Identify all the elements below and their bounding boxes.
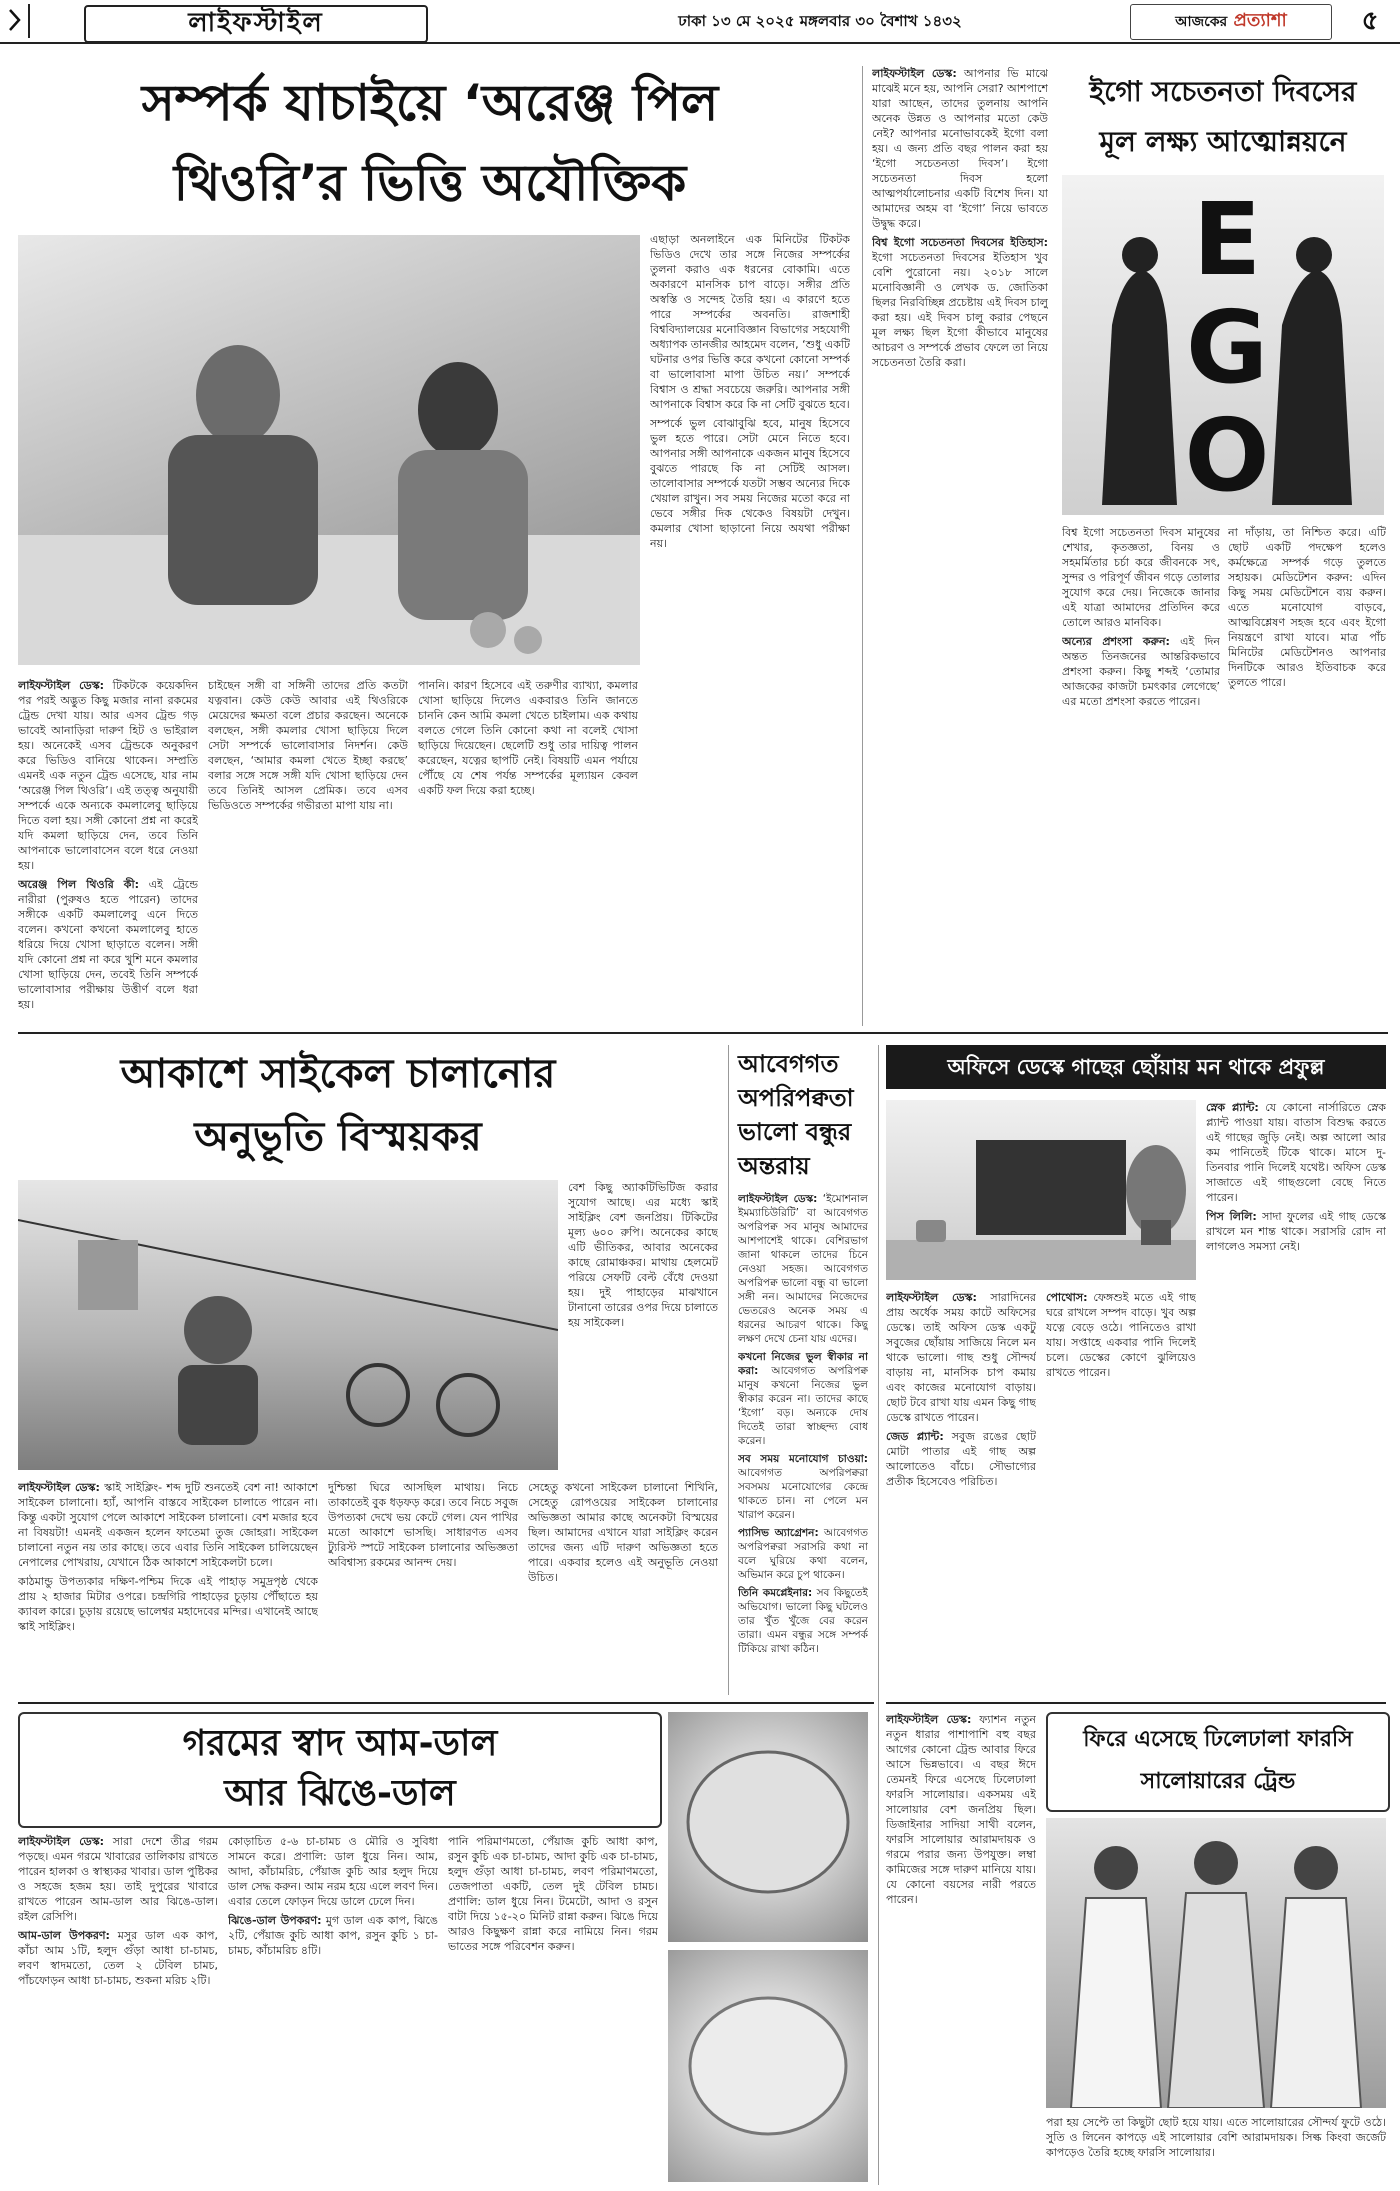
salwar-body: ফ্যাশন নতুন নতুন ধারার পাশাপাশি বহু বছর আগের কোনো ট্রেন্ড আবার ফিরে আসে ভিন্নভাবে। এ বছর ঈদে তেমনই ফিরে এসেছে ঢিলেঢালা ফারসি সালোয়ার। একসময় এই সালোয়ার বেশ জনপ্রিয় ছিল। ডিজাইনার সাদিয়া সাথী বলেন, ফারসি সালোয়ার আরামদায়ক ও গরমে পরার জন্য উপযুক্ত। লম্বা কামিজের সঙ্গে দারুণ মানিয়ে যায়। যে কোনো বয়সের নারী পরতে পারেন। xyxy=(886,1713,1036,1906)
ego-column-2 xyxy=(1062,525,1220,1025)
column-rule xyxy=(862,66,863,1026)
office-sub-1: জেড প্ল্যান্ট: xyxy=(886,1430,944,1443)
office-banner: অফিসে ডেস্কে গাছের ছোঁয়ায় মন থাকে প্রফুল্ল xyxy=(886,1045,1386,1089)
ego-dateline: লাইফস্টাইল ডেস্ক: xyxy=(872,67,957,80)
salwar-headline-2: সালোয়ারের ট্রেন্ড xyxy=(1140,1769,1296,1794)
cycle-col3-text: দুশ্চিন্তা ঘিরে আসছিল মাথায়। নিচে তাকাতেই বুক ধড়ফড় করে। তবে নিচে সবুজ উপত্যকা দেখে ভয় কেটে গেল। যেন পাখির মতো আকাশে ভাসছি। সাধারণত এসব ট্যুরিস্ট স্পটে সাইকেল চালানোর অভিজ্ঞতা অবিশ্বাস্য রকমের আনন্দ দেয়। xyxy=(328,1481,518,1569)
emotion-sub-4: তিনি কমপ্লেইনার: xyxy=(738,1587,813,1599)
lead-col1b-text: এই ট্রেন্ডে নারীরা (পুরুষও হতে পারেন) তাদের সঙ্গীকে একটি কমলালেবু এনে দিতে বলেন। কখনো কখনো কমলালেবু হাতে ধরিয়ে দিয়ে খোসা ছাড়াতে বলেন। সঙ্গী যদি কোনো প্রশ্ন না করে খুশি মনে কমলার খোসা ছাড়িয়ে দেন, তবেই তিনি সম্পর্কে ভালোবাসার পরীক্ষায় উত্তীর্ণ বলে ধরা হয়। xyxy=(18,878,198,1011)
mango-col1-text: সারা দেশে তীব্র গরম পড়ছে। এমন গরমে খাবারের তালিকায় রাখতে পারেন হালকা ও স্বাস্থ্যকর খাবার। ডাল পুষ্টিকর ও সহজে হজম হয়। তাই দুপুরের খাবারে রাখতে পারেন আম-ডাল আর ঝিঙে-ডাল। রইল রেসিপি। xyxy=(18,1835,218,1923)
lead-dateline: লাইফস্টাইল ডেস্ক: xyxy=(18,679,105,692)
mango-column-1 xyxy=(18,1834,218,2184)
emotion-dateline: লাইফস্টাইল ডেস্ক: xyxy=(738,1193,818,1205)
ego-col1b-text: ইগো সচেতনতা দিবসের ইতিহাস খুব বেশি পুরোনো নয়। ২০১৮ সালে মনোবিজ্ঞানী ও লেখক ড. জোতিকা ছিলর নিরবিচ্ছিন্ন প্রচেষ্টায় এই দিবস চালু করা হয়। এই দিবস চালু করার পেছনে মূল লক্ষ্য ছিল ইগো কীভাবে মানুষের আচরণ ও সম্পর্কে প্রভাব ফেলে তা নিয়ে সচেতনতা তৈরি করা। xyxy=(872,251,1048,369)
emotion-headline-2: অপরিপক্বতা xyxy=(738,1084,854,1112)
mango-sub-1: আম-ডাল উপকরণ: xyxy=(18,1929,110,1942)
office-col1-text: সারাদিনের প্রায় অর্ধেক সময় কাটে অফিসের ডেস্কে। তাই অফিস ডেস্ক একটু সবুজের ছোঁয়ায় সাজিয়ে নিলে মন থাকে ভালো। গাছ শুধু সৌন্দর্য বাড়ায় না, মানসিক চাপ কমায় এবং কাজের মনোযোগ বাড়ায়। ছোট টবে রাখা যায় এমন কিছু গাছ ডেস্কে রাখতে পারেন। xyxy=(886,1291,1036,1424)
emotion-body-1: আবেগগত অপরিপক্ব মানুষ কখনো নিজের ভুল স্বীকার করেন না। তাদের কাছে ‘ইগো’ বড়। অন্যকে দোষ দিতেই তারা স্বাচ্ছন্দ্য বোধ করেন। xyxy=(738,1365,868,1447)
mango-headline-1: গরমের স্বাদ আম-ডাল xyxy=(182,1723,498,1764)
ego-sub-heading-2: অন্যের প্রশংসা করুন: xyxy=(1062,635,1170,648)
ego-col1-text: আপনার ভি মাঝে মাঝেই মনে হয়, আপনি সেরা? আশপাশে যারা আছেন, তাদের তুলনায় আপনি অনেক উন্নত ও আপনার মতো কেউ নেই? আপনার মনোভাবকেই ইগো বলা হয়। এ জন্য প্রতি বছর পালন করা হয় ‘ইগো সচেতনতা দিবস’। ইগো সচেতনতা দিবস হলো আত্মপর্যালোচনার একটি বিশেষ দিন। যা আমাদের অহম বা ‘ইগো’ নিয়ে ভাবতে উদ্বুদ্ধ করে। xyxy=(872,67,1048,230)
office-sub-2: পোথোস: xyxy=(1046,1291,1088,1304)
office-col3b-text: সাদা ফুলের এই গাছ ডেস্কে রাখলে মন শান্ত থাকে। সরাসরি রোদ না লাগলেও সমস্যা নেই। xyxy=(1206,1210,1386,1253)
lead-col5-text: সম্পর্কে ভুল বোঝাবুঝি হবে, মানুষ হিসেবে ভুল হতে পারে। সেটা মেনে নিতে হবে। আপনার সঙ্গী আপনাকে একজন মানুষ হিসেবে বুঝতে পারছে কি না সেটিই আসল। তালোবাসার সম্পর্কে যতটা সম্ভব অন্যের দিকে খেয়াল রাখুন। সব সময় নিজের মতো করে না ভেবে সঙ্গীর দিক থেকেও বিষয়টা দেখুন। কমলার খোসা ছাড়ানো নিয়ে অযথা পরীক্ষা নয়। xyxy=(650,417,850,550)
mango-column-2 xyxy=(228,1834,438,2184)
lead-col4-text: এছাড়া অনলাইনে এক মিনিটের টিকটক ভিডিও দেখে তার সঙ্গে নিজের সম্পর্কের তুলনা করাও এক ধরনের বোকামি। এতে অকারণে মানসিক চাপ বাড়ে। সঙ্গীর প্রতি অস্বস্তি ও সন্দেহ তৈরি হয়। এ কারণে হতে পারে সম্পর্কের অবনতি। রাজশাহী বিশ্ববিদ্যালয়ের মনোবিজ্ঞান বিভাগের সহযোগী অধ্যাপক তানজীর আহমেদ বলেন, ‘শুধু একটি ঘটনার ওপর ভিত্তি করে কখনো কোনো সম্পর্ক বা ভালোবাসা মাপা উচিত নয়।’ সম্পর্কে বিশ্বাস ও শ্রদ্ধা সবচেয়ে জরুরি। আপনার সঙ্গী আপনাকে বিশ্বাস করে কি না সেটি বুঝতে হবে। xyxy=(650,233,850,411)
mango-col2b-text: মুগ ডাল এক কাপ, ঝিঙে ২টি, পেঁয়াজ কুচি আধা কাপ, রসুন কুচি ১ চা-চামচ, কাঁচামরিচ ৪টি। xyxy=(228,1914,438,1957)
office-sub-4: পিস লিলি: xyxy=(1206,1210,1257,1223)
emotion-body: ‘ইমোশনাল ইমম্যাচিউরিটি’ বা আবেগগত অপরিপক্ব সব মানুষ আমাদের আশপাশেই থাকে। বেশিরভাগ জানা থাকলে তাদের চিনে নেওয়া সহজ। আবেগগত অপরিপক্ব ভালো বন্ধু বা ভালো সঙ্গী নন। আমাদের নিজেদের ভেতরেও অনেক সময় এ ধরনের আচরণ থাকে। কিছু লক্ষণ দেখে চেনা যায় এদের। xyxy=(738,1193,868,1345)
lead-col1-text: টিকটকে কয়েকদিন পর পরই অদ্ভুত কিছু মজার নানা রকমের ট্রেন্ড দেখা যায়। আর এসব ট্রেন্ড গড় ভাবেই আনাড়িরা দারুণ হিট ও ভাইরাল হয়। অনেকেই এসব ট্রেন্ডকে অনুকরণ করে ভিডিও বানিয়ে থাকেন। সম্প্রতি এমনই এক নতুন ট্রেন্ড এসেছে, যার নাম ‘অরেঞ্জ পিল থিওরি’। এই তত্ত্ব অনুযায়ী সম্পর্কে একে অন্যকে কমলালেবু ছাড়িয়ে দিতে বলা হয়। সঙ্গী কোনো প্রশ্ন না করেই যদি কমলা ছাড়িয়ে দেন, তবে তিনি আপনাকে ভালোবাসেন বলে ধরে নেওয়া হয়। xyxy=(18,679,198,872)
ego-col2b-text: এই দিন অন্তত তিনজনের আন্তরিকভাবে প্রশংসা করুন। কিছু শব্দই ‘তোমার আজকের কাজটা চমৎকার লেগেছে’ এর মতো প্রশংসা করতে পারেন। xyxy=(1062,635,1220,708)
mango-sub-2: ঝিঙে-ডাল উপকরণ: xyxy=(228,1914,322,1927)
ego-col3-text: না দাঁড়ায়, তা নিশ্চিত করে। এটি ছোট একটি পদক্ষেপ হলেও কর্মক্ষেত্রে সম্পর্ক গড়ে তুলতে সহায়ক। মেডিটেশন করুন: এদিন কিছু সময় মেডিটেশনে ব্যয় করুন। এতে মনোযোগ বাড়বে, আত্মবিশ্লেষণ সহজ হবে এবং ইগো নিয়ন্ত্রণে রাখা যাবে। মাত্র পাঁচ মিনিটের মেডিটেশনও আপনার দিনটিকে আরও ইতিবাচক করে তুলতে পারে। xyxy=(1228,526,1386,689)
office-col1b-text: সবুজ রঙের ছোট মোটা পাতার এই গাছ অল্প আলোতেও বাঁচে। সৌভাগ্যের প্রতীক হিসেবেও পরিচিত। xyxy=(886,1430,1036,1488)
ego-letter-o: O xyxy=(1184,397,1270,514)
salwar-headline-box xyxy=(1046,1712,1390,1812)
lead-col3-text: পাননি। কারণ হিসেবে এই তরুণীর ব্যাখ্যা, কমলার খোসা ছাড়িয়ে দিলেও একবারও তিনি জানতে চাননি কেন আমি কমলা খেতে চাইলাম। এক কথায় বলতে গেলে তিনি কোনো কথা না বলেই খোসা ছাড়িয়ে দিয়েছেন। ছেলেটি শুধু তার দায়িত্ব পালন করেছেন, যত্নের ছাপটি নেই। বিষয়টি এমন পর্যায়ে পৌঁছে যে শেষ পর্যন্ত সম্পর্কের মূল্যায়ন কেবল একটি ফল দিয়ে করা হচ্ছে। xyxy=(418,679,638,797)
ego-illustration xyxy=(1062,175,1384,515)
office-col3-text: যে কোনো নার্সারিতে স্নেক প্ল্যান্ট পাওয়া যায়। বাতাস বিশুদ্ধ করতে এই গাছের জুড়ি নেই। অল্প আলো আর কম পানিতেই টিকে থাকে। মাসে দু-তিনবার পানি দিলেই যথেষ্ট। অফিস ডেস্ক সাজাতে এই গাছগুলো বেছে নিতে পারেন। xyxy=(1206,1101,1386,1204)
salwar-column-1 xyxy=(886,1712,1036,2184)
section-title: লাইফস্টাইল xyxy=(84,5,428,43)
office-col2-text: ফেঙ্গশুই মতে এই গাছ ঘরে রাখলে সম্পদ বাড়ে। খুব অল্প যত্নে বেড়ে ওঠে। পানিতেও রাখা যায়। সপ্তাহে একবার পানি দিলেই চলে। ডেস্কের কোণে ঝুলিয়েও রাখতে পারেন। xyxy=(1046,1291,1196,1379)
column-rule xyxy=(728,1045,729,1695)
section-divider xyxy=(18,1032,1388,1034)
salwar-headline-1: ফিরে এসেছে ঢিলেঢালা ফারসি xyxy=(1083,1727,1353,1752)
cycle-dateline: লাইফস্টাইল ডেস্ক: xyxy=(18,1481,100,1494)
mango-col3-text: পানি পরিমাণমতো, পেঁয়াজ কুচি আধা কাপ, রসুন কুচি এক চা-চামচ, আদা কুচি এক চা-চামচ, হলুদ গুঁড়া আধা চা-চামচ, লবণ পরিমাণমতো, তেজপাতা একটি, তেল দুই টেবিল চামচ। প্রণালি: ডাল ধুয়ে নিন। টমেটো, আদা ও রসুন বাটা দিয়ে ১৫-২০ মিনিট রান্না করুন। ঝিঙে দিয়ে আরও কিছুক্ষণ রান্না করে নামিয়ে নিন। গরম ভাতের সঙ্গে পরিবেশন করুন। xyxy=(448,1835,658,1953)
lead-column-1 xyxy=(18,678,198,1026)
mango-headline-box xyxy=(18,1712,662,1828)
cycle-col4-text: সেহেতু কখনো সাইকেল চালানো শিখিনি, সেহেতু রোপওয়ের সাইকেল চালানোর অভিজ্ঞতা আমার কাছে অনেকটা বিস্ময়ের ছিল। আমাদের এখানে যারা সাইক্লিং করেন তাদের জন্য এটি দারুণ অভিজ্ঞতা হতে পারে। একবার হলেও এই অনুভূতি নেওয়া উচিত। xyxy=(528,1481,718,1584)
salwar-body-2: পরা হয় সেপ্টে তা কিছুটা ছোট হয়ে যায়। এতে সালোয়ারের সৌন্দর্য ফুটে ওঠে। সুতি ও লিনেন কাপড়ে এই সালোয়ার বেশি আরামদায়ক। সিল্ক কিংবা জর্জেট কাপড়েও তৈরি হচ্ছে ফারসি সালোয়ার। xyxy=(1046,2116,1386,2159)
page-number: ৫ xyxy=(1361,6,1379,36)
mango-headline-2: আর ঝিঙে-ডাল xyxy=(224,1773,456,1814)
divider xyxy=(28,4,30,38)
office-column-1 xyxy=(886,1290,1036,1690)
cycle-headline-1: আকাশে সাইকেল চালানোর xyxy=(120,1051,556,1097)
ego-letter-g: G xyxy=(1185,289,1269,406)
emotion-headline-1: আবেগগত xyxy=(738,1050,839,1078)
emotion-column xyxy=(738,1192,868,1692)
ego-col2-text: বিশ্ব ইগো সচেতনতা দিবস মানুষের শেখার, কৃতজ্ঞতা, বিনয় ও সহমর্মিতার চর্চা করে জীবনকে সৎ, সুন্দর ও পরিপূর্ণ জীবন গড়ে তোলার সুযোগ করে দেয়। নিজেকে জানার এই যাত্রা আমাদের প্রতিদিন করে তোলে আরও মানবিক। xyxy=(1062,526,1220,629)
emotion-body-2: আবেগগত অপরিপক্বরা সবসময় মনোযোগের কেন্দ্রে থাকতে চান। না পেলে মন খারাপ করেন। xyxy=(738,1467,868,1521)
emotion-sub-1: কখনো নিজের ভুল স্বীকার না করা: xyxy=(738,1351,868,1377)
cycle-col1b-text: কাঠমান্ডু উপত্যকার দক্ষিণ-পশ্চিম দিকে এই পাহাড় সমুদ্রপৃষ্ঠ থেকে প্রায় ২ হাজার মিটার ওপরে। চন্দ্রগিরি পাহাড়ের চূড়ায় পৌঁছাতে হয় ক্যাবল কারে। চূড়ায় রয়েছে ভালেশ্বর মহাদেবের মন্দির। এখানেই আছে স্কাই সাইক্লিং। xyxy=(18,1575,318,1633)
paper-logo xyxy=(1130,4,1332,40)
lead-col2-text: চাইছেন সঙ্গী বা সঙ্গিনী তাদের প্রতি কতটা যত্নবান। কেউ কেউ আবার এই থিওরিকে মেয়েদের ক্ষমতা বলে প্রচার করছেন। অনেকে বলছেন, সঙ্গী কমলার খোসা ছাড়িয়ে দিলে সেটা সম্পর্কে ভালোবাসার নিদর্শন। কেউ বলছেন, ‘আমার কমলা খেতে ইচ্ছা করছে’ বলার সঙ্গে সঙ্গে সঙ্গী যদি খোসা ছাড়িয়ে দেন তবে তিনিই আসল প্রেমিক। তবে এসব ভিডিওতে সম্পর্কের গভীরতা মাপা যায় না। xyxy=(208,679,408,812)
ego-letter-e: E xyxy=(1192,181,1262,298)
cycle-column-1 xyxy=(18,1480,318,1692)
mango-col2-text: কোড়াচিত ৫-৬ চা-চামচ ও মৌরি ও সুবিধা সামনে করে। প্রণালি: ডাল ধুয়ে নিন। আম, আদা, কাঁচামরিচ, পেঁয়াজ কুচি আর হলুদ দিয়ে ডাল সেদ্ধ করুন। আম নরম হয়ে এলে লবণ দিন। এবার তেলে ফোড়ন দিয়ে ডালে ঢেলে দিন। xyxy=(228,1835,438,1908)
ego-column-1 xyxy=(872,66,1048,1026)
cycle-headline-2: অনুভূতি বিস্ময়কর xyxy=(194,1114,482,1160)
office-sub-3: স্নেক প্ল্যান্ট: xyxy=(1206,1101,1259,1114)
cycle-column-2 xyxy=(568,1180,718,1470)
mango-dal-photo-1 xyxy=(668,1712,868,1942)
office-dateline: লাইফস্টাইল ডেস্ক: xyxy=(886,1291,977,1304)
date-line: ঢাকা ১৩ মে ২০২৫ মঙ্গলবার ৩০ বৈশাখ ১৪৩২ xyxy=(678,12,962,30)
emotion-body-4: সব কিছুতেই অভিযোগ। ভালো কিছু ঘটলেও তার খুঁত খুঁজে বের করেন তারা। এমন বন্ধুর সঙ্গে সম্পর্ক টিকিয়ে রাখা কঠিন। xyxy=(738,1587,868,1655)
chevron-right-icon xyxy=(6,6,24,34)
ego-sub-heading: বিশ্ব ইগো সচেতনতা দিবসের ইতিহাস: xyxy=(872,236,1048,249)
mango-col1b-text: মসুর ডাল এক কাপ, কাঁচা আম ১টি, হলুদ গুঁড়া আধা চা-চামচ, লবণ স্বাদমতো, তেল ২ টেবিল চামচ, পাঁচফোড়ন আধা চা-চামচ, শুকনা মরিচ ২টি। xyxy=(18,1929,218,1987)
cycle-column-4 xyxy=(528,1480,718,1692)
lead-sub-heading: অরেঞ্জ পিল থিওরি কী: xyxy=(18,878,140,891)
emotion-headline-4: অন্তরায় xyxy=(738,1152,810,1180)
emotion-headline-3: ভালো বন্ধুর xyxy=(738,1118,852,1146)
mango-dal-photo-2 xyxy=(668,1950,868,2182)
paper-name-main: প্রত্যাশা xyxy=(1233,10,1287,31)
office-column-2 xyxy=(1046,1290,1196,1690)
cycle-col1-text: স্কাই সাইক্লিং- শব্দ দুটি শুনতেই বেশ না! আকাশে সাইকেল চালানো। হ্যাঁ, আপনি বাস্তবে সাইকেল চালাতে পারেন না। কিন্তু একটা সুযোগ পেলে আকাশে সাইকেল চালানো। বেশ মজার হবে না বিষয়টা! এমনই একজন হলেন ফাতেমা তুজ জোহরা। সাইকেল চালানো নতুন নয় তার কাছে। তবে এবার তিনি সাইকেল চালিয়েছেন নেপালের পোখরায়, যেখানে ঠিক আকাশে সাইকেলটা চলে। xyxy=(18,1481,318,1569)
emotion-sub-2: সব সময় মনোযোগ চাওয়া: xyxy=(738,1453,868,1465)
office-column-3 xyxy=(1206,1100,1386,1690)
column-rule xyxy=(878,1045,879,2185)
ego-headline-1: ইগো সচেতনতা দিবসের xyxy=(1089,75,1357,108)
salwar-photo-models xyxy=(1046,1818,1386,2108)
lead-column-3 xyxy=(418,678,638,1026)
cycle-column-3 xyxy=(328,1480,518,1692)
salwar-column-2 xyxy=(1046,2115,1386,2185)
salwar-dateline: লাইফস্টাইল ডেস্ক: xyxy=(886,1713,972,1726)
ego-headline-2: মূল লক্ষ্য আত্মোন্নয়নে xyxy=(1099,125,1347,158)
lead-column-2 xyxy=(208,678,408,1026)
emotion-sub-3: প্যাসিভ অ্যাগ্রেশন: xyxy=(738,1527,819,1539)
lead-headline-2: থিওরি’র ভিত্তি অযৌক্তিক xyxy=(173,154,687,212)
mango-dateline: লাইফস্টাইল ডেস্ক: xyxy=(18,1835,105,1848)
section-divider xyxy=(886,1702,1386,1704)
emotion-body-3: আবেগগত অপরিপক্বরা সরাসরি কথা না বলে ঘুরিয়ে কথা বলেন, অভিমান করে চুপ থাকেন। xyxy=(738,1527,868,1581)
cycle-col2-text: বেশ কিছু অ্যাকটিভিটিজ করার সুযোগ আছে। এর মধ্যে স্কাই সাইক্লিং বেশ জনপ্রিয়। টিকিটের মূল্য ৬০০ রুপি। অনেকের কাছে এটি ভীতিকর, আবার অনেকের কাছে রোমাঞ্চকর। মাথায় হেলমেট পরিয়ে সেফটি বেল্ট বেঁধে দেওয়া হয়। দুই পাহাড়ের মাঝখানে টানানো তারের ওপর দিয়ে চালাতে হয় সাইকেল। xyxy=(568,1181,718,1329)
lead-headline-1: সম্পর্ক যাচাইয়ে ‘অরেঞ্জ পিল xyxy=(141,74,719,132)
lead-photo-couple xyxy=(18,235,640,665)
lead-column-4 xyxy=(650,232,850,1026)
section-divider xyxy=(18,1702,874,1704)
office-photo-desk-plant xyxy=(886,1100,1196,1280)
paper-name-prefix: আজকের xyxy=(1175,14,1228,30)
cycle-photo xyxy=(18,1180,558,1470)
mango-column-3 xyxy=(448,1834,658,2184)
ego-column-3 xyxy=(1228,525,1386,1025)
